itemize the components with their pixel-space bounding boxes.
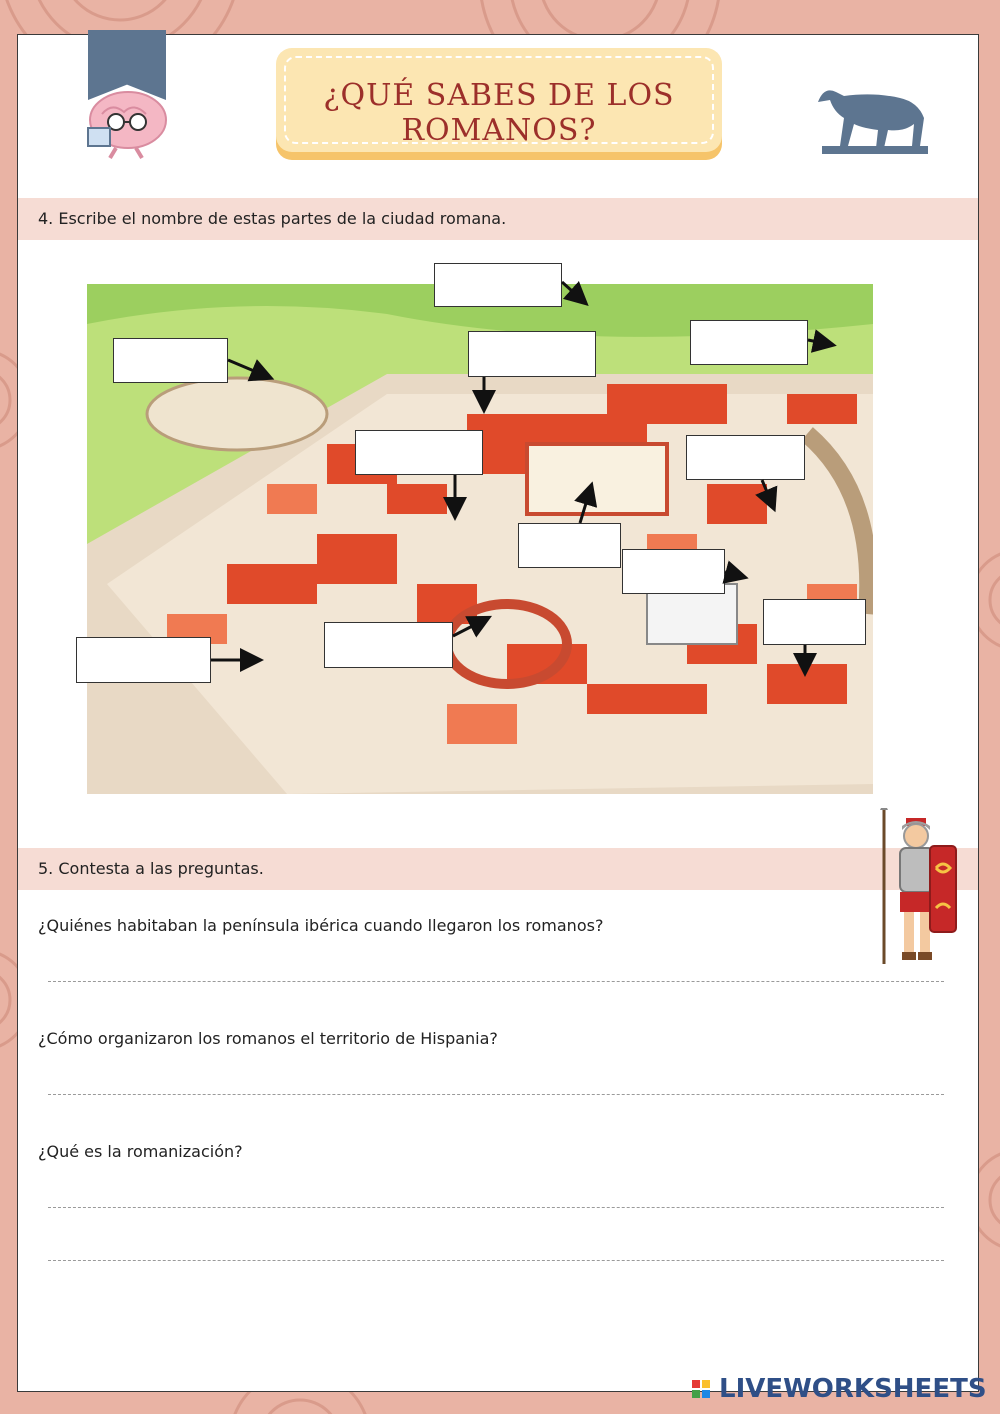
answer-box-amphitheatre[interactable] xyxy=(686,435,805,480)
question-1: ¿Quiénes habitaban la península ibérica cuando llegaron los romanos? xyxy=(38,916,604,935)
answer-line-3b[interactable] xyxy=(48,1260,944,1261)
answer-box-circus[interactable] xyxy=(113,338,228,383)
question-3: ¿Qué es la romanización? xyxy=(38,1142,243,1161)
answer-box-basilica[interactable] xyxy=(355,430,483,475)
answer-box-top-right[interactable] xyxy=(690,320,808,365)
answer-line-1[interactable] xyxy=(48,981,944,982)
answer-line-2[interactable] xyxy=(48,1094,944,1095)
answer-box-top-center[interactable] xyxy=(434,263,562,307)
answer-box-forum[interactable] xyxy=(518,523,621,568)
liveworksheets-brand[interactable]: LIVEWORKSHEETS xyxy=(719,1374,987,1404)
answer-line-3a[interactable] xyxy=(48,1207,944,1208)
roman-soldier-icon xyxy=(872,808,962,966)
page-title: ¿QUÉ SABES DE LOS ROMANOS? xyxy=(323,78,675,148)
section-4-header: 4. Escribe el nombre de estas partes de la ciudad romana. xyxy=(18,198,978,240)
answer-box-temple[interactable] xyxy=(622,549,725,594)
brain-with-glasses-icon xyxy=(80,88,172,160)
answer-box-wall[interactable] xyxy=(76,637,211,683)
capitoline-wolf-icon xyxy=(810,78,934,158)
section-5-header: 5. Contesta a las preguntas. xyxy=(18,848,978,890)
question-2: ¿Cómo organizaron los romanos el territorio de Hispania? xyxy=(38,1029,498,1048)
answer-box-houses[interactable] xyxy=(763,599,866,645)
title-banner xyxy=(276,48,722,152)
answer-box-aqueduct[interactable] xyxy=(468,331,596,377)
answer-box-theatre[interactable] xyxy=(324,622,453,668)
